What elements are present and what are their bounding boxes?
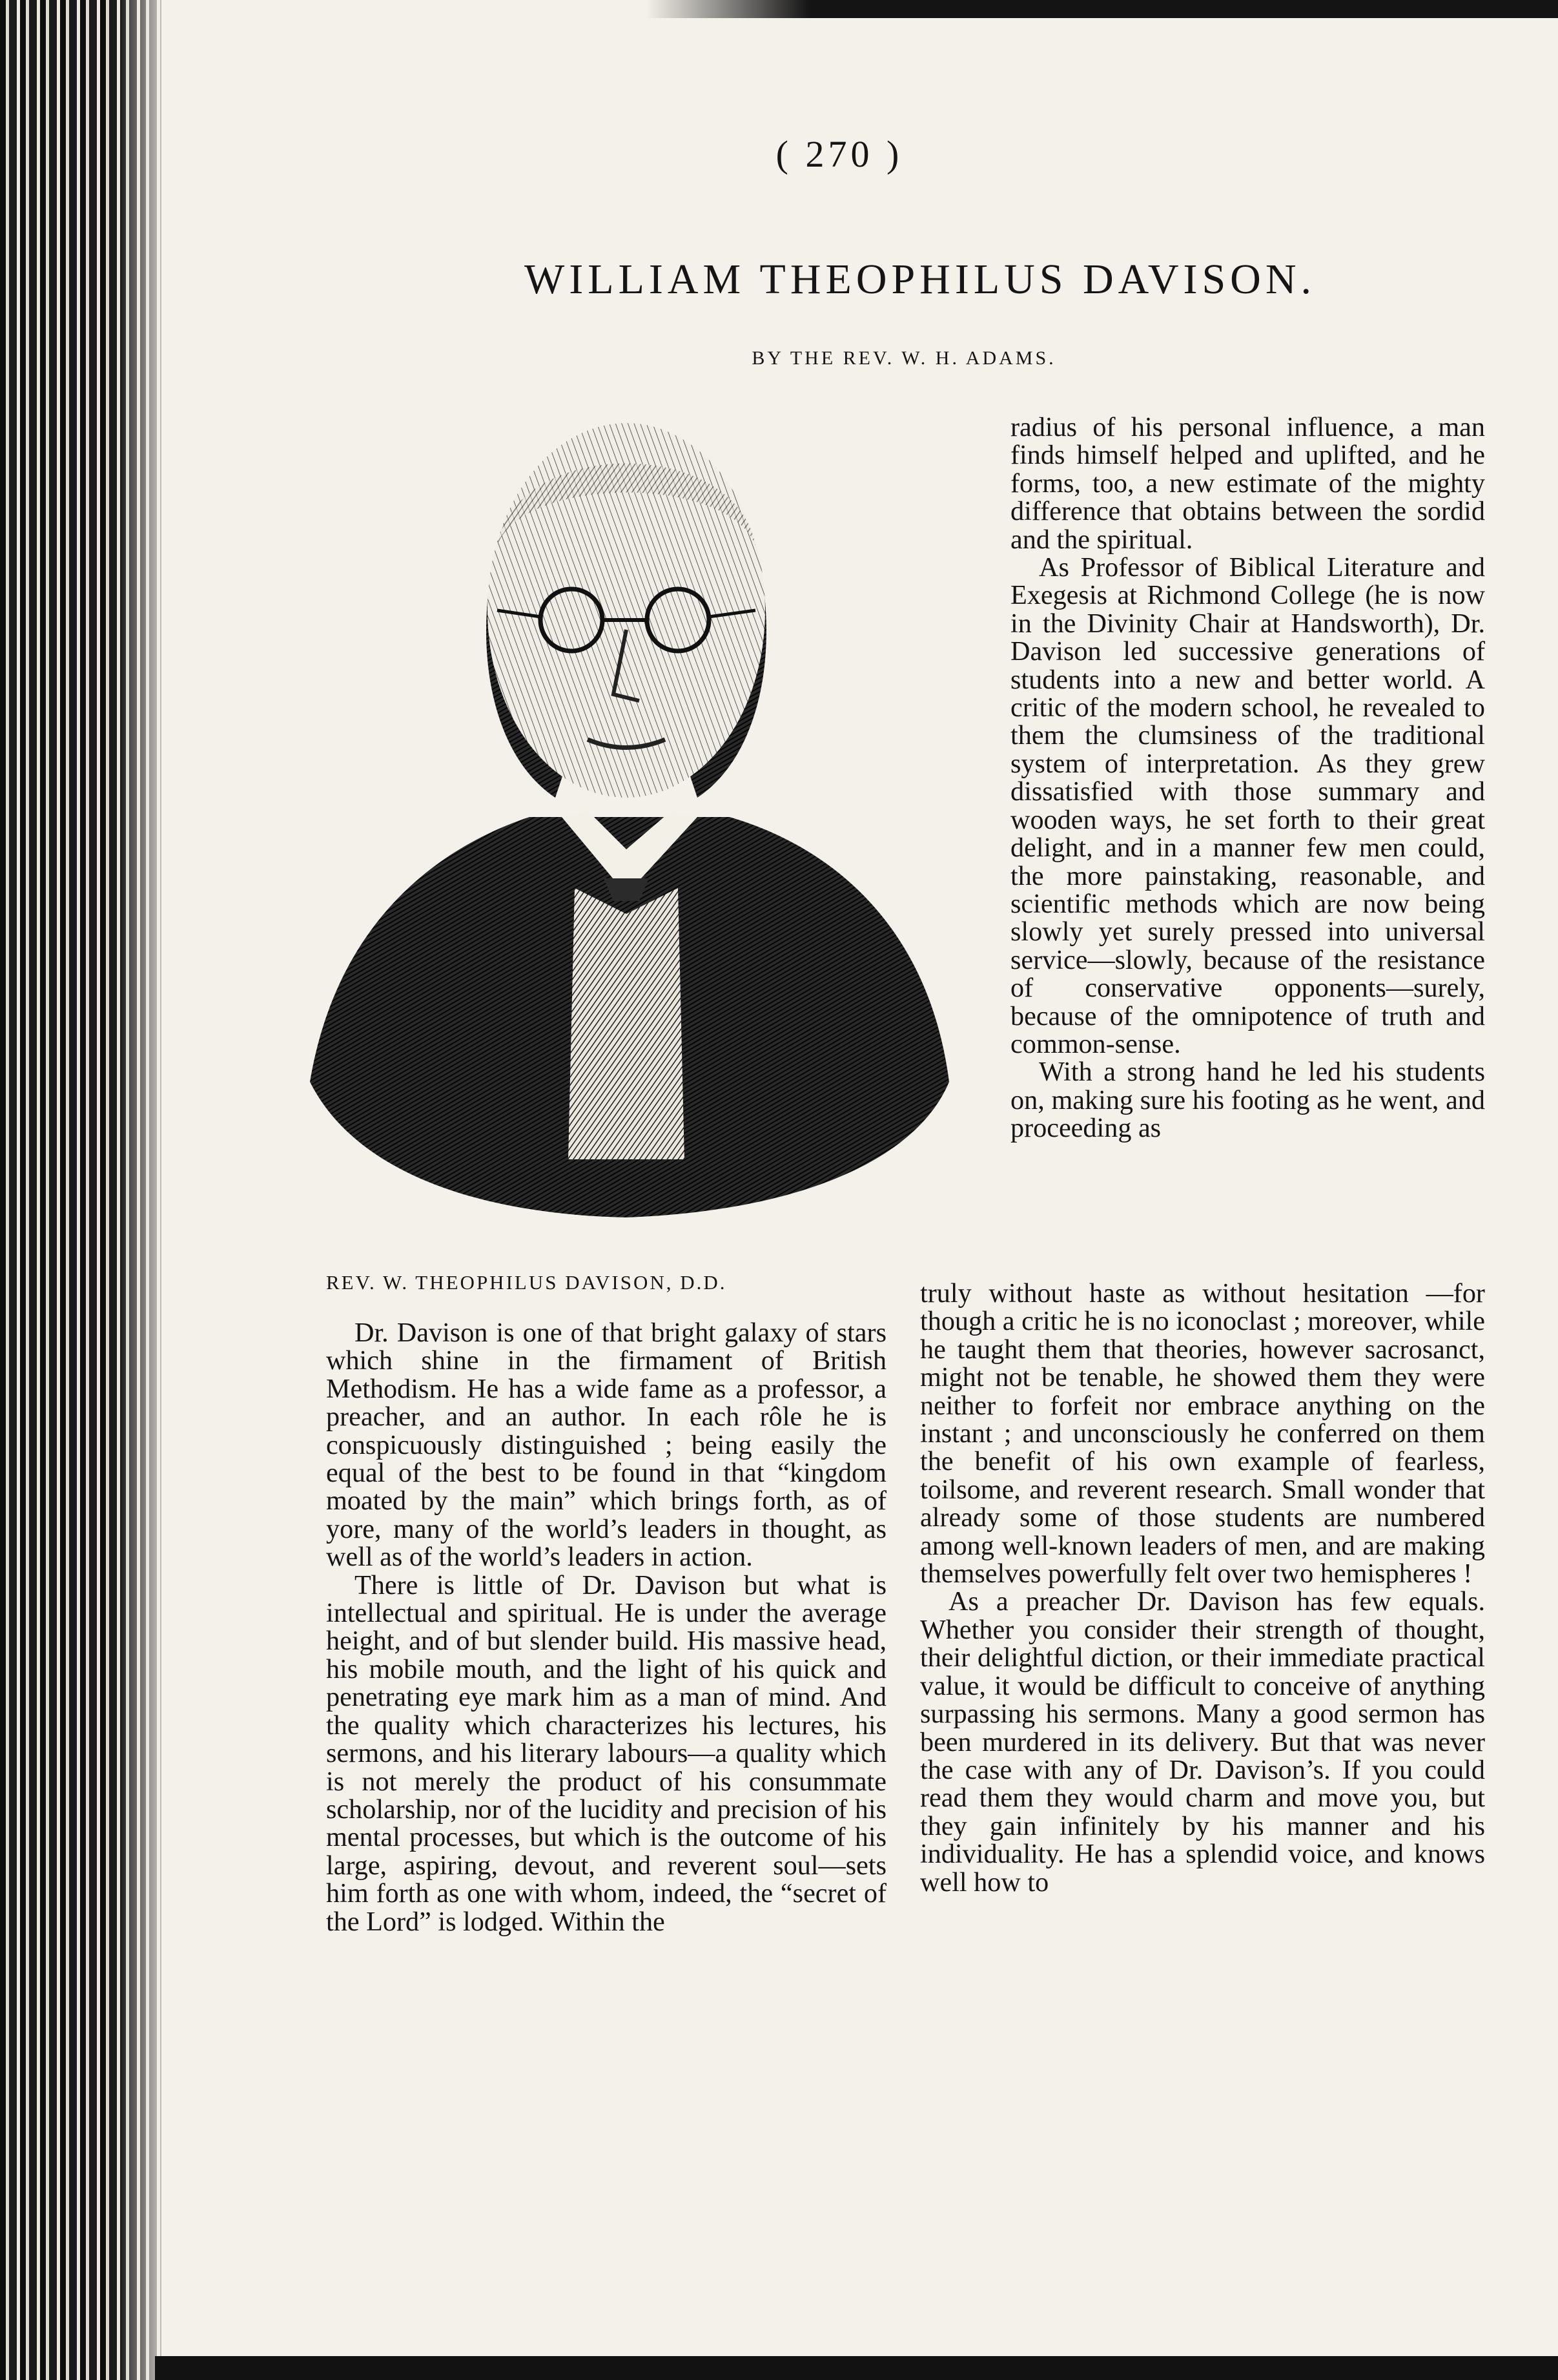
paragraph: As Professor of Biblical Literature and Exegesis at Richmond College (he is now in the Divinity Chair at Handsworth), Dr. Davison led successive generations of students into a new and better world. A critic of the modern school, he revealed to them the clumsiness of the traditional system of interpretation. As they grew dissatisfied with those summary and wooden ways, he set forth to their great delight, and in a manner few men could, the more painstaking, reasonable, and scientific methods which are now being slowly yet surely pressed into universal service—slowly, because of the resistance of conservative opponents—surely, because of the omnipotence of truth and common-sense. — [1010, 552, 1485, 1059]
paragraph: As a preacher Dr. Davison has few equals. Whether you consider their strength of thought, their delightful diction, or their immediate practical value, it would be difficult to conceive of anything surpassing his sermons. Many a good sermon has been murdered in its delivery. But that was never the case with any of Dr. Davison’s. If you could read them they would charm and move you, but they gain infinitely by his manner and his individuality. He has a splendid voice, and knows well how to — [920, 1586, 1485, 1898]
paragraph: With a strong hand he led his students on, making sure his footing as he went, and proceeding as — [1010, 1057, 1485, 1144]
portrait-engraving — [284, 397, 969, 1230]
right-column-top — [1010, 413, 1485, 1143]
page-number: ( 270 ) — [775, 133, 903, 175]
paragraph: truly without haste as without hesitation —for though a critic he is no iconoclast ; moreover, while he taught them that theories, however sacrosanct, might not be tenable, he showed them they were neither to forfeit nor embrace anything on the instant ; and unconsciously he conferred on them the benefit of his own example of fearless, toilsome, and reverent research. Small wonder that already some of those students are numbered among well-known leaders of men, and are making themselves powerfully felt over two hemispheres ! — [920, 1278, 1485, 1589]
article-title: WILLIAM THEOPHILUS DAVISON. — [524, 256, 1317, 303]
scan-border-bottom — [155, 2356, 1558, 2380]
paragraph: There is little of Dr. Davison but what is intellectual and spiritual. He is under the average height, and of but slender build. His massive head, his mobile mouth, and the light of his quick and penetrating eye mark him as a man of mind. And the quality which characterizes his lectures, his sermons, and his literary labours—a quality which is not merely the product of his consummate scholarship, nor of the lucidity and precision of his mental processes, but which is the outcome of his large, aspiring, devout, and reverent soul—sets him forth as one with whom, indeed, the “secret of the Lord” is lodged. Within the — [326, 1569, 887, 1937]
left-column — [326, 1319, 887, 1936]
right-column-bottom — [920, 1279, 1485, 1896]
spine-shadow — [116, 0, 174, 2380]
paragraph: Dr. Davison is one of that bright galaxy of stars which shine in the firmament of British Methodism. He has a wide fame as a professor, a preacher, and an author. In each rôle he is conspicuously distinguished ; being easily the equal of the best to be found in that “kingdom moated by the main” which brings forth, as of yore, many of the world’s leaders in thought, as well as of the world’s leaders in action. — [326, 1318, 887, 1573]
scan-border-top — [646, 0, 1558, 18]
portrait-waistcoat — [568, 888, 684, 1159]
portrait-caption: REV. W. THEOPHILUS DAVISON, D.D. — [326, 1271, 727, 1294]
article-byline: BY THE REV. W. H. ADAMS. — [752, 347, 1056, 369]
paragraph: radius of his personal influence, a man finds himself helped and uplifted, and he forms, too, a new estimate of the mighty difference that obtains between the sordid and the spiritual. — [1010, 412, 1485, 555]
